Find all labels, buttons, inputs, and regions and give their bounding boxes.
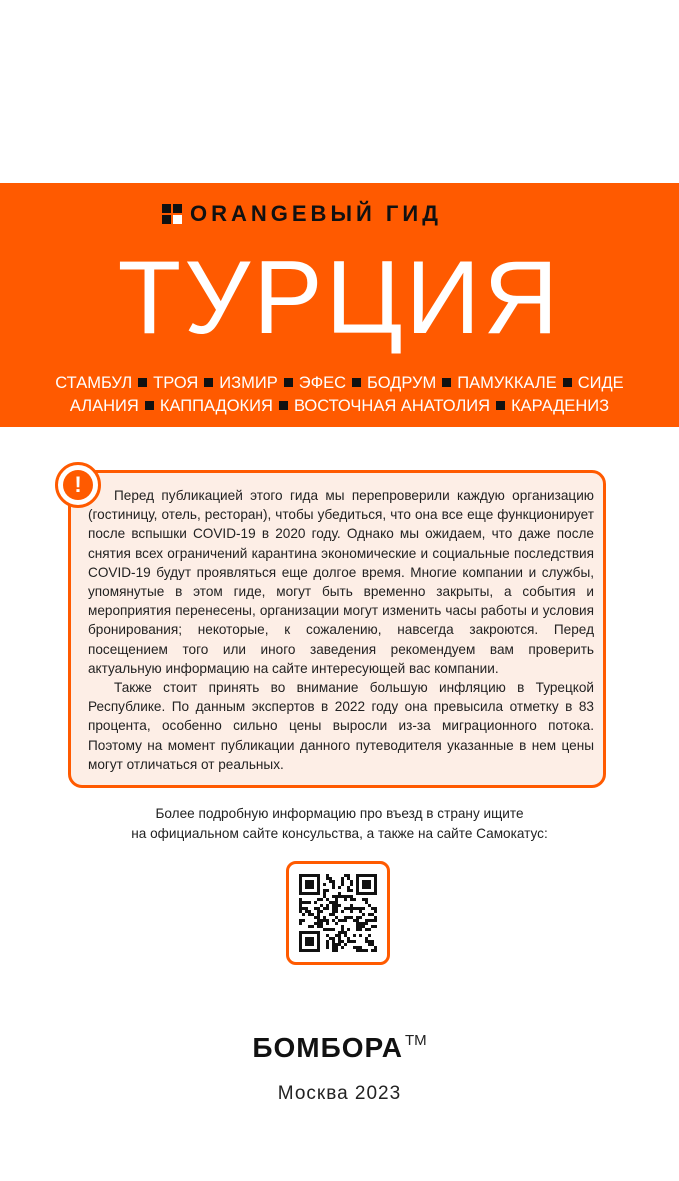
notice-paragraph: Перед публикацией этого гида мы перепроверили каждую организацию (гостиницу, отель, ресторан), чтобы убедиться, что она все еще функционирует после вспышки COVID-19 в 2020 году. Однако мы ожидаем, что даже после снятия всех ограничений карантина экономические и социальные последствия COVID-19 будут проявляться еще долгое время. Многие компании и службы, упомянутые в этом гиде, могут быть временно закрыты, а события и мероприятия перенесены, организации могут изменить часы работы и условия бронирования; некоторые, к сожалению, навсегда закроются. Перед посещением того или иного заведения рекомендуем вам проверить актуальную информацию на сайте интересующей вас компании. <box>88 488 594 676</box>
city: КАППАДОКИЯ <box>159 397 273 415</box>
square-bullet-icon <box>352 378 361 387</box>
info-line: Более подробную информацию про въезд в страну ищите <box>155 806 524 821</box>
square-bullet-icon <box>442 378 451 387</box>
city: ПАМУККАЛЕ <box>457 374 557 392</box>
notice-paragraph: Также стоит принять во внимание большую инфляцию в Турецкой Республике. По данным экспертов в 2022 году она превысила отметку в 83 процента, особенно сильно цены выросли из-за миграционного потока. Поэтому на момент публикации данного путеводителя указанные в нем цены могут отличаться от реальных. <box>88 680 594 772</box>
qr-code-icon[interactable] <box>299 874 377 952</box>
imprint: Москва 2023 <box>277 1083 402 1104</box>
publisher-name: БОМБОРА <box>252 1032 403 1063</box>
exclamation-icon: ! <box>63 470 93 500</box>
city: ТРОЯ <box>153 374 199 392</box>
city: СИДЕ <box>577 374 624 392</box>
city: ВОСТОЧНАЯ АНАТОЛИЯ <box>293 397 491 415</box>
notice-text <box>88 486 594 774</box>
book-title: ТУРЦИЯ <box>117 240 562 356</box>
square-bullet-icon <box>284 378 293 387</box>
info-text <box>0 804 679 844</box>
city: ИЗМИР <box>219 374 278 392</box>
series-name: ORANGEВЫЙ ГИД <box>190 201 442 226</box>
cities-line-1 <box>20 373 659 393</box>
trademark: TM <box>404 1032 427 1049</box>
square-bullet-icon <box>279 401 288 410</box>
cities-line-2 <box>20 396 659 416</box>
square-bullet-icon <box>138 378 147 387</box>
square-bullet-icon <box>204 378 213 387</box>
publisher <box>0 1032 679 1064</box>
square-bullet-icon <box>563 378 572 387</box>
series-logo <box>162 199 442 229</box>
city: КАРАДЕНИЗ <box>511 397 610 415</box>
square-bullet-icon <box>496 401 505 410</box>
qr-code-frame[interactable] <box>286 861 390 965</box>
square-bullet-icon <box>145 401 154 410</box>
city: СТАМБУЛ <box>55 374 133 392</box>
city: АЛАНИЯ <box>69 397 139 415</box>
series-logo-icon <box>162 204 182 224</box>
city: БОДРУМ <box>367 374 437 392</box>
info-line: на официальном сайте консульства, а также на сайте Самокатус: <box>131 826 548 841</box>
city: ЭФЕС <box>298 374 347 392</box>
